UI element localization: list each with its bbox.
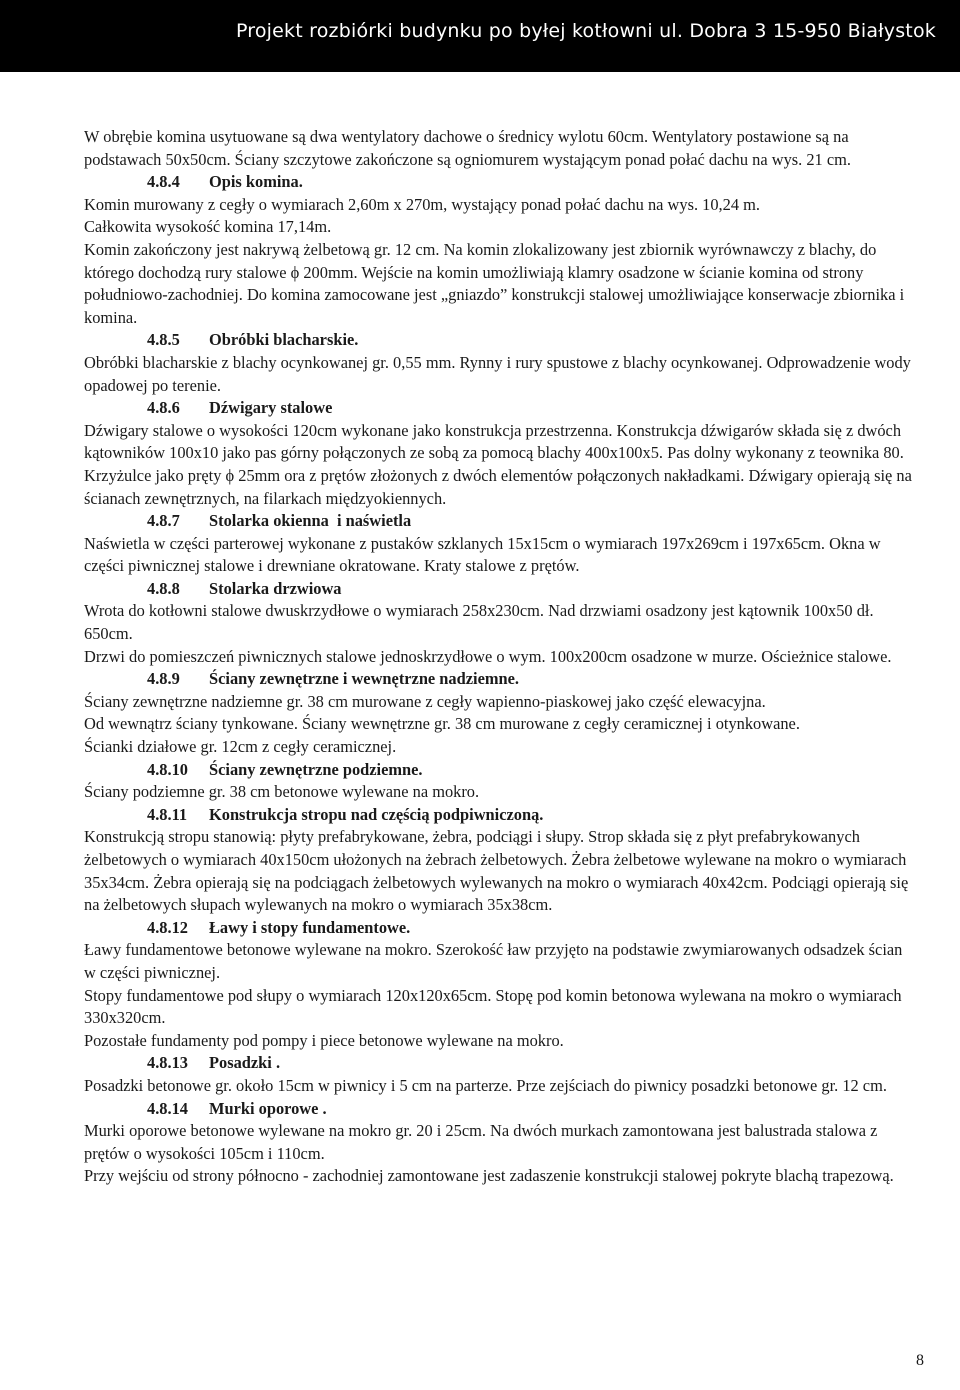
paragraph: Dźwigary stalowe o wysokości 120cm wykonane jako konstrukcja przestrzenna. Konstrukcja dźwigarów składa się z dwóch kątowników 100x10 jako pas górny połączonych ze sobą za pomocą blachy 400x100x5. Pas dolny wykonany z teownika 80. Krzyżulce jako pręty ϕ 25mm ora z prętów złożonych z dwóch elementów połączonych nakładkami. Dźwigary opierają się na ścianach zewnętrznych, na filarkach międzyokiennych. (84, 420, 912, 508)
section-number: 4.8.11 (147, 804, 188, 824)
paragraph: Całkowita wysokość komina 17,14m. (84, 217, 332, 237)
section-title: Opis komina. (209, 172, 303, 192)
heading-4-8-14 (84, 1098, 914, 1121)
heading-4-8-13 (84, 1052, 914, 1075)
section-title: Ściany zewnętrzne i wewnętrzne nadziemne. (209, 669, 519, 689)
section-number: 4.8.9 (147, 669, 180, 689)
section-number: 4.8.7 (147, 511, 180, 531)
paragraph: Ściany podziemne gr. 38 cm betonowe wylewane na mokro. (84, 782, 480, 802)
heading-4-8-9 (84, 668, 914, 691)
paragraph: Ławy fundamentowe betonowe wylewane na mokro. Szerokość ław przyjęto na podstawie zwymiarowanych odsadzek ścian w części piwnicznej. (84, 940, 903, 982)
section-number: 4.8.14 (147, 1098, 188, 1118)
heading-4-8-11 (84, 804, 914, 827)
heading-4-8-6 (84, 397, 914, 420)
paragraph: Komin murowany z cegły o wymiarach 2,60m x 270m, wystający ponad połać dachu na wys. 10,24 m. (84, 194, 760, 214)
section-title: Stolarka drzwiowa (209, 578, 342, 598)
section-title: Dźwigary stalowe (209, 398, 333, 418)
paragraph: Od wewnątrz ściany tynkowane. Ściany wewnętrzne gr. 38 cm murowane z cegły ceramicznej i otynkowane. (84, 714, 800, 734)
section-title: Ściany zewnętrzne podziemne. (209, 759, 423, 779)
section-title: Obróbki blacharskie. (209, 330, 359, 350)
section-title: Stolarka okienna i naświetla (209, 511, 412, 531)
section-number: 4.8.12 (147, 917, 188, 937)
paragraph: Przy wejściu od strony północno - zachodniej zamontowane jest zadaszenie konstrukcji stalowej pokryte blachą trapezową. (84, 1166, 894, 1186)
paragraph: Pozostałe fundamenty pod pompy i piece betonowe wylewane na mokro. (84, 1030, 564, 1050)
heading-4-8-12 (84, 917, 914, 940)
document-body (84, 126, 914, 1188)
heading-4-8-7 (84, 510, 914, 533)
section-title: Posadzki . (209, 1053, 281, 1073)
paragraph: Drzwi do pomieszczeń piwnicznych stalowe jednoskrzydłowe o wym. 100x200cm osadzone w murze. Ościeżnice stalowe. (84, 646, 892, 666)
paragraph: Murki oporowe betonowe wylewane na mokro gr. 20 i 25cm. Na dwóch murkach zamontowana jest balustrada stalowa z prętów o wysokości 105cm i 110cm. (84, 1121, 878, 1163)
section-number: 4.8.4 (147, 172, 180, 192)
page-header (0, 0, 960, 72)
heading-4-8-5 (84, 329, 914, 352)
paragraph: Posadzki betonowe gr. około 15cm w piwnicy i 5 cm na parterze. Prze zejściach do piwnicy posadzki betonowe gr. 12 cm. (84, 1075, 887, 1095)
section-number: 4.8.10 (147, 759, 188, 779)
heading-4-8-8 (84, 578, 914, 601)
paragraph: Ściany zewnętrzne nadziemne gr. 38 cm murowane z cegły wapienno-piaskowej jako część elewacyjna. (84, 691, 766, 711)
section-title: Murki oporowe . (209, 1098, 327, 1118)
section-number: 4.8.13 (147, 1053, 188, 1073)
page-number: 8 (916, 1352, 924, 1369)
section-number: 4.8.6 (147, 398, 180, 418)
paragraph: Naświetla w części parterowej wykonane z pustaków szklanych 15x15cm o wymiarach 197x269cm i 197x65cm. Okna w części piwnicznej stalowe i drewniane okratowane. Kraty stalowe z prętów. (84, 533, 881, 576)
paragraph: Konstrukcją stropu stanowią: płyty prefabrykowane, żebra, podciągi i słupy. Strop składa się z płyt prefabrykowanych żelbetowych o wymiarach 40x150cm ułożonych na żebrach żelbetowych. Żebra żelbetowe wylewane na mokro o wymiarach 35x34cm. Żebra opierają się na podciągach żelbetowych wylewanych na mokro o wymiarach 40x42cm. Podciągi opierają się na żelbetowych słupach wylewanych na mokro o wymiarach 35x38cm. (84, 827, 909, 915)
section-title: Ławy i stopy fundamentowe. (209, 917, 411, 937)
paragraph: Ścianki działowe gr. 12cm z cegły ceramicznej. (84, 737, 397, 757)
header-title: Projekt rozbiórki budynku po byłej kotłowni ul. Dobra 3 15-950 Białystok (235, 20, 936, 42)
section-number: 4.8.8 (147, 578, 180, 598)
heading-4-8-10 (84, 759, 914, 782)
paragraph: Komin zakończony jest nakrywą żelbetową gr. 12 cm. Na komin zlokalizowany jest zbiornik wyrównawczy z blachy, do którego dochodzą rury stalowe ϕ 200mm. Wejście na komin umożliwiają klamry osadzone w ścianie komina od strony południowo-zachodniej. Do komina zamocowane jest „gniazdo” konstrukcji stalowej umożliwiające konserwacje zbiornika i komina. (84, 239, 905, 327)
paragraph-intro: W obrębie komina usytuowane są dwa wentylatory dachowe o średnicy wylotu 60cm. Wentylatory postawione są na podstawach 50x50cm. Ściany szczytowe zakończone są ogniomurem wystającym ponad połać dachu na wys. 21 cm. (84, 127, 851, 169)
paragraph: Stopy fundamentowe pod słupy o wymiarach 120x120x65cm. Stopę pod komin betonowa wylewana na mokro o wymiarach 330x320cm. (84, 985, 902, 1028)
paragraph: Wrota do kotłowni stalowe dwuskrzydłowe o wymiarach 258x230cm. Nad drzwiami osadzony jest kątownik 100x50 dł. 650cm. (84, 601, 874, 644)
section-title: Konstrukcja stropu nad częścią podpiwniczoną. (209, 804, 544, 824)
section-number: 4.8.5 (147, 330, 180, 350)
paragraph: Obróbki blacharskie z blachy ocynkowanej gr. 0,55 mm. Rynny i rury spustowe z blachy ocynkowanej. Odprowadzenie wody opadowej po terenie. (84, 352, 911, 395)
heading-4-8-4 (84, 171, 914, 194)
